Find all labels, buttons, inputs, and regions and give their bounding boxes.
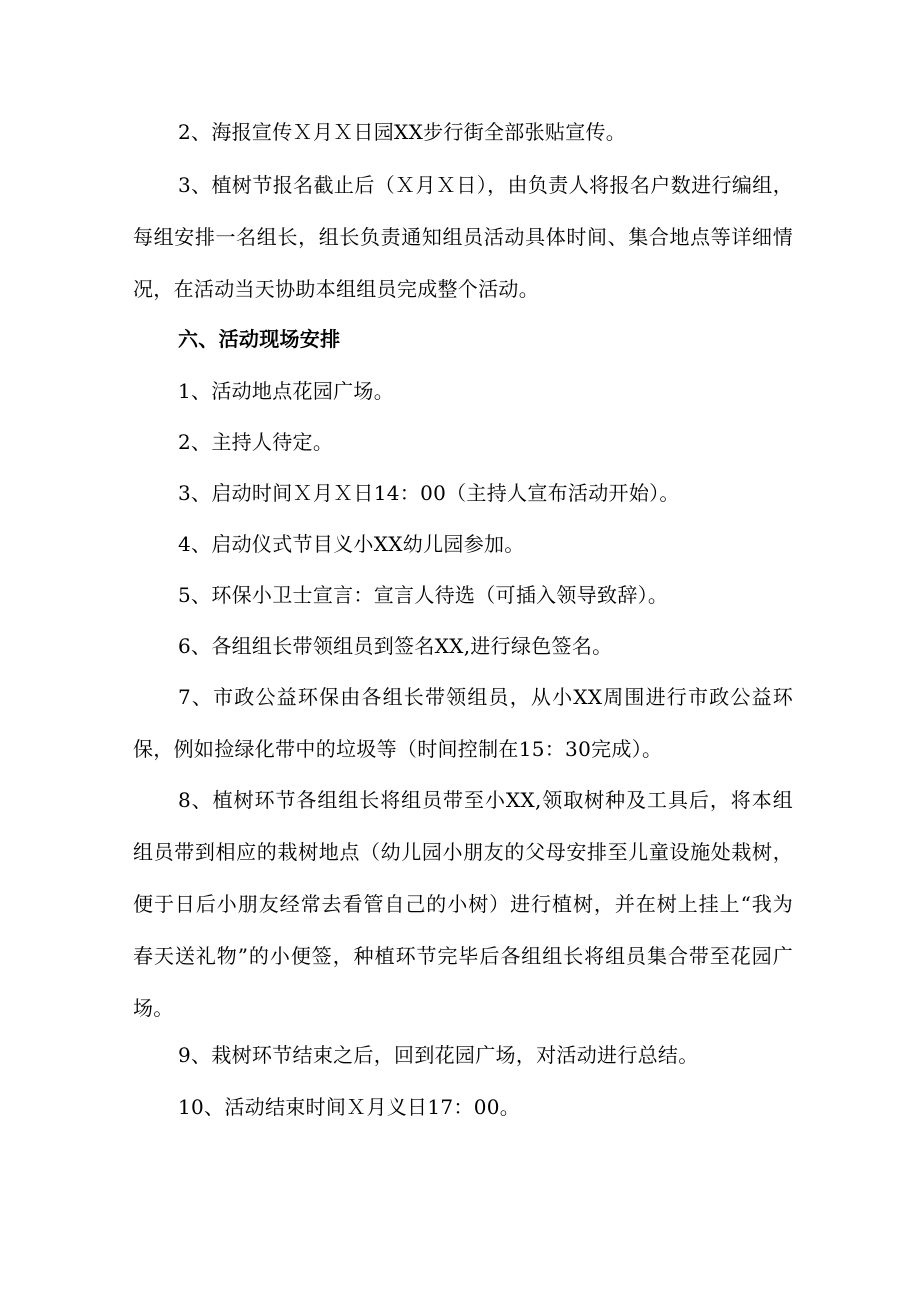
paragraph-poster-publicity: 2、海报宣传Ｘ月Ｘ日园XX步行街全部张贴宣传。 [178, 120, 627, 144]
section-heading: 六、活动现场安排 [178, 327, 341, 351]
paragraph-end-time: 10、活动结束时间Ｘ月义日17：00。 [178, 1095, 521, 1119]
paragraph-registration-grouping: 3、植树节报名截止后（Ｘ月Ｘ日），由负责人将报名户数进行编组，每组安排一名组长，组长负责通知组员活动具体时间、集合地点等详细情况，在活动当天协助本组组员完成整个活动。 [133, 173, 793, 301]
paragraph-declaration: 5、环保小卫士宣言：宣言人待选（可插入领导致辞）。 [178, 583, 669, 607]
paragraph-tree-planting: 8、植树环节各组组长将组员带至小XX,领取树种及工具后，将本组组员带到相应的栽树地点（幼儿园小朋友的父母安排至儿童设施处栽树，便于日后小朋友经常去看管自己的小树）进行植树，并在树上挂上“我为春天送礼物”的小便签，种植环节完毕后各组组长将组员集合带至花园广场。 [133, 788, 793, 1020]
paragraph-host: 2、主持人待定。 [178, 430, 334, 454]
paragraph-start-time: 3、启动时间Ｘ月Ｘ日14：00（主持人宣布活动开始）。 [178, 481, 680, 505]
paragraph-ceremony: 4、启动仪式节目义小XX幼儿园参加。 [178, 532, 525, 556]
paragraph-summary: 9、栽树环节结束之后，回到花园广场，对活动进行总结。 [178, 1043, 699, 1067]
paragraph-signing: 6、各组组长带领组员到签名XX,进行绿色签名。 [178, 634, 613, 658]
paragraph-public-welfare: 7、市政公益环保由各组长带领组员，从小XX周围进行市政公益环保，例如捡绿化带中的垃圾等（时间控制在15：30完成）。 [133, 685, 793, 761]
paragraph-venue: 1、活动地点花园广场。 [178, 379, 395, 403]
